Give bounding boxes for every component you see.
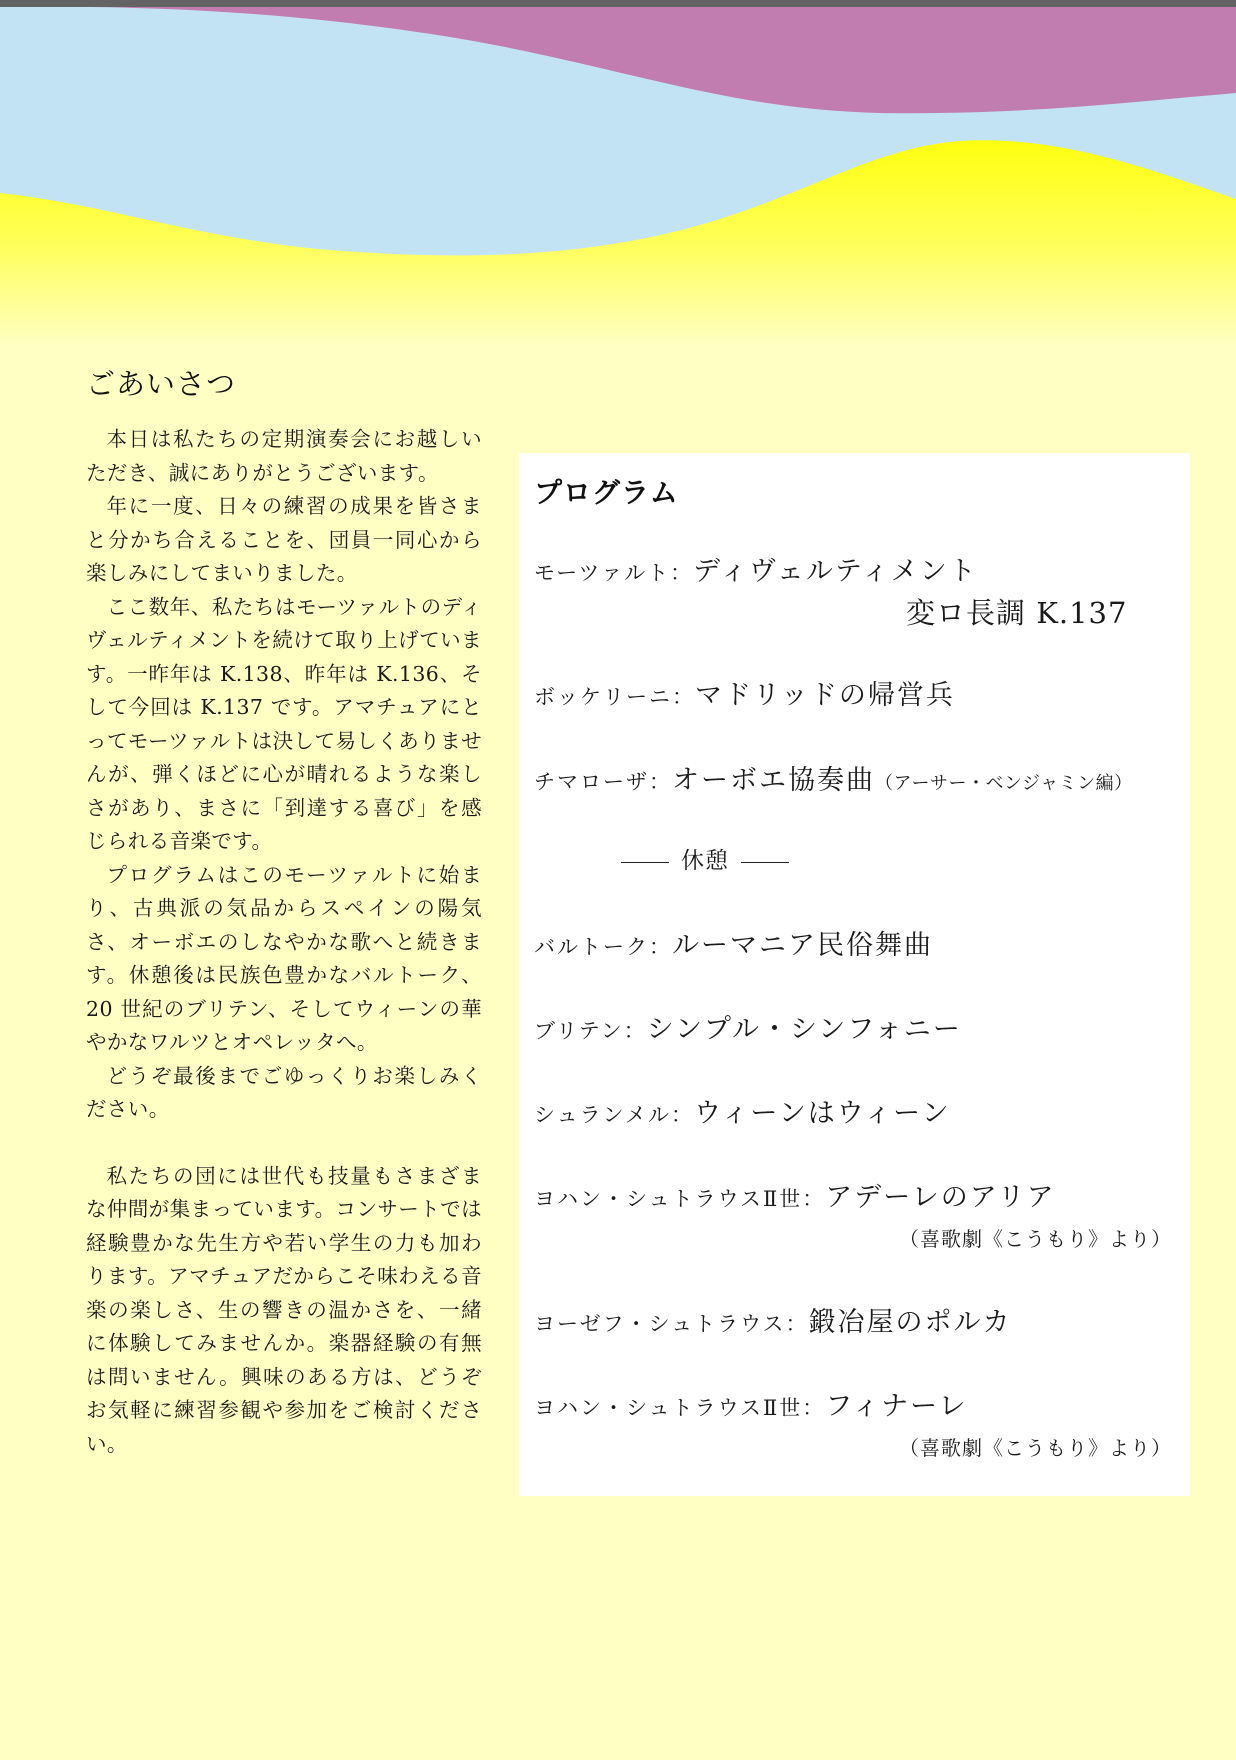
program-item-strauss-adele	[534, 1175, 1056, 1214]
work-title: シンプル・シンフォニー	[646, 1014, 962, 1045]
work-title: ルーマニア民俗舞曲	[672, 930, 933, 961]
program-item-schrammel	[534, 1091, 951, 1130]
work-title: ディヴェルティメント	[693, 556, 978, 587]
composer-name: バルトーク：	[534, 935, 672, 959]
paragraph-spacer	[86, 1127, 482, 1160]
composer-name: チマローザ：	[534, 770, 672, 794]
program-item-josef-strauss	[534, 1300, 1012, 1339]
program-item-britten	[534, 1007, 962, 1046]
composer-name: ブリテン：	[534, 1019, 647, 1043]
work-title: ウィーンはウィーン	[693, 1098, 951, 1129]
program-item-bartok	[534, 923, 933, 962]
composer-name: シュランメル：	[534, 1103, 694, 1127]
arrangement-note: （アーサー・ベンジャミン編）	[875, 773, 1133, 794]
dash-left	[621, 862, 669, 863]
composer-name: ボッケリーニ：	[534, 685, 695, 709]
composer-name: ヨハン・シュトラウスⅡ世：	[534, 1187, 826, 1211]
intermission-label: 休憩	[681, 848, 729, 874]
work-title: オーボエ協奏曲	[672, 765, 875, 796]
invitation-paragraph: 私たちの団には世代も技量もさまざまな仲間が集まっています。コンサートでは経験豊かな先生方や若い学生の力も加わります。アマチュアだからこそ味わえる音楽の楽しさ、生の響きの温かさを、一緒に体験してみませんか。楽器経験の有無は問いません。興味のある方は、どうぞお気軽に練習参観や参加をご検討ください。	[86, 1163, 482, 1456]
greeting-paragraph: 年に一度、日々の練習の成果を皆さまと分かち合えることを、団員一同心から楽しみにしてまいりました。	[86, 494, 482, 585]
greeting-title: ごあいさつ	[86, 367, 237, 401]
work-title: アデーレのアリア	[825, 1182, 1056, 1213]
composer-name: ヨーゼフ・シュトラウス：	[534, 1312, 809, 1336]
greeting-paragraph: ここ数年、私たちはモーツァルトのディヴェルティメントを続けて取り上げています。一昨年は K.138、昨年は K.136、そして今回は K.137 です。アマチュアにとってモーツァルトは決して易しくありませんが、弾くほどに心が晴れるような楽しさがあり、まさに「到達する喜び」を感じられる音楽です。	[86, 594, 482, 853]
greeting-section	[86, 362, 482, 1461]
program-item-mozart	[534, 549, 978, 588]
program-panel	[519, 453, 1190, 1496]
intermission	[609, 842, 801, 875]
work-title-line2: 変ロ長調 K.137	[906, 596, 1128, 630]
composer-name: ヨハン・シュトラウスⅡ世：	[534, 1396, 826, 1420]
work-title: フィナーレ	[825, 1391, 968, 1422]
source-note: （喜歌劇《こうもり》より）	[899, 1227, 1172, 1251]
greeting-paragraph: 本日は私たちの定期演奏会にお越しいただき、誠にありがとうございます。	[86, 427, 482, 485]
work-title: 鍛冶屋のポルカ	[808, 1307, 1012, 1338]
program-item-boccherini	[534, 673, 955, 712]
composer-name: モーツァルト：	[534, 561, 694, 585]
top-bar	[0, 0, 1236, 7]
work-title: マドリッドの帰営兵	[695, 680, 955, 711]
greeting-paragraph: プログラムはこのモーツァルトに始まり、古典派の気品からスペインの陽気さ、オーボエのしなやかな歌へと続きます。休憩後は民族色豊かなバルトーク、20 世紀のブリテン、そしてウィーンの華やかなワルツとオペレッタへ。	[86, 862, 482, 1054]
program-item-cimarosa	[534, 758, 1133, 797]
decorative-waves-header	[0, 7, 1236, 347]
source-note: （喜歌劇《こうもり》より）	[899, 1436, 1172, 1460]
dash-right	[741, 862, 789, 863]
program-title: プログラム	[534, 476, 679, 509]
program-item-strauss-finale	[534, 1384, 968, 1423]
greeting-paragraph: どうぞ最後までごゆっくりお楽しみください。	[86, 1063, 482, 1121]
